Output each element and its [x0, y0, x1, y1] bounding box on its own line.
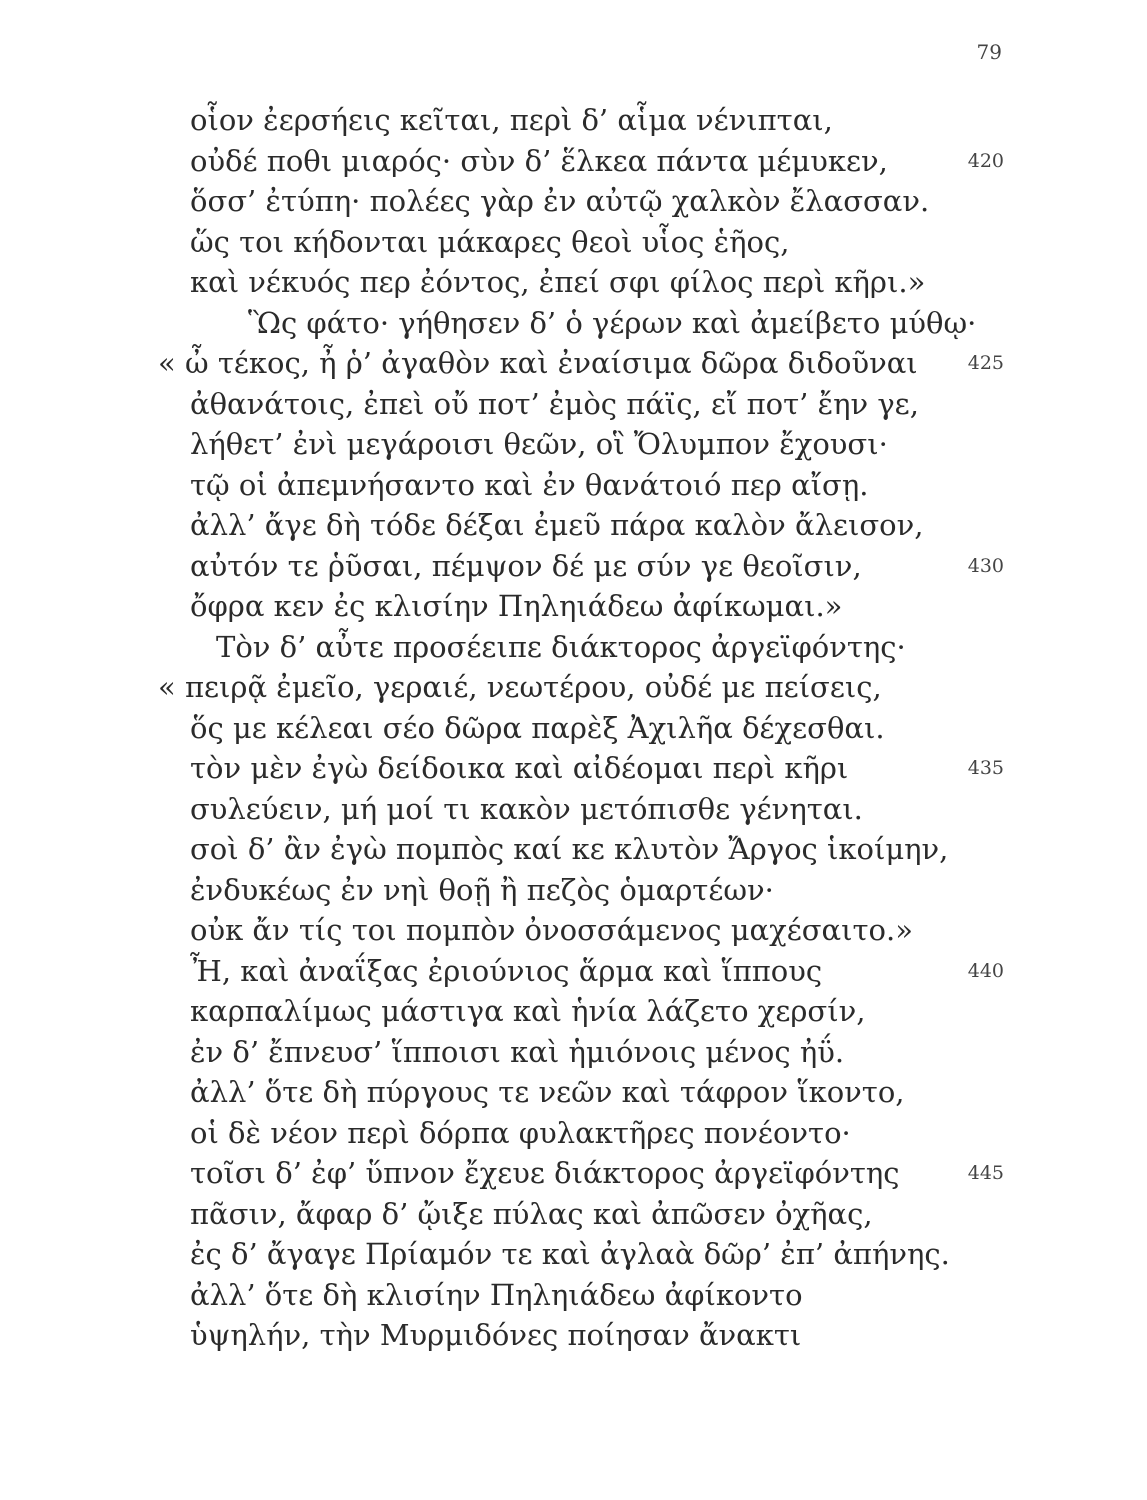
verse-line — [0, 303, 1147, 344]
verse-text: καὶ νέκυός περ ἐόντος, ἐπεί σφι φίλος περὶ κῆρι.» — [190, 265, 926, 299]
verse-text: ὄφρα κεν ἐς κλισίην Πηληιάδεω ἀφίκωμαι.» — [190, 589, 843, 623]
verse-line — [0, 627, 1147, 668]
verse-line — [0, 991, 1147, 1032]
verse-line — [0, 384, 1147, 425]
verse-line — [0, 789, 1147, 830]
verse-line — [0, 829, 1147, 870]
verse-line — [0, 262, 1147, 303]
verse-line — [0, 667, 1147, 708]
verse-text: Τὸν δ’ αὖτε προσέειπε διάκτορος ἀργεϊφόντης· — [216, 629, 906, 664]
verse-text: ὅσσ’ ἐτύπη· πολέες γὰρ ἐν αὐτῷ χαλκὸν ἔλασσαν. — [190, 184, 930, 218]
verse-text: « ὦ τέκος, ἦ ῥ’ ἀγαθὸν καὶ ἐναίσιμα δῶρα διδοῦναι — [158, 346, 918, 380]
verse-line — [0, 708, 1147, 749]
verse-text: οὐκ ἄν τίς τοι πομπὸν ὀνοσσάμενος μαχέσαιτο.» — [190, 913, 913, 947]
verse-text: οὐδέ ποθι μιαρός· σὺν δ’ ἕλκεα πάντα μέμυκεν, — [190, 143, 888, 178]
verse-text: οἷον ἐερσήεις κεῖται, περὶ δ’ αἷμα νένιπται, — [190, 103, 833, 137]
verse-text: σοὶ δ’ ἂν ἐγὼ πομπὸς καί κε κλυτὸν Ἄργος ἱκοίμην, — [190, 832, 949, 866]
verse-line — [0, 141, 1147, 182]
line-number: 435 — [967, 757, 1004, 779]
verse-text: ἀθανάτοις, ἐπεὶ οὔ ποτ’ ἐμὸς πάϊς, εἴ ποτ’ ἔην γε, — [190, 386, 919, 421]
verse-text: ἀλλ’ ὅτε δὴ πύργους τε νεῶν καὶ τάφρον ἵκοντο, — [190, 1075, 905, 1109]
verse-text: οἱ δὲ νέον περὶ δόρπα φυλακτῆρες πονέοντο· — [190, 1115, 851, 1150]
verse-text: « πειρᾷ ἐμεῖο, γεραιέ, νεωτέρου, οὐδέ με πείσεις, — [158, 670, 882, 704]
verse-text: συλεύειν, μή μοί τι κακὸν μετόπισθε γένηται. — [190, 791, 863, 826]
line-number: 445 — [967, 1162, 1004, 1184]
verse-line — [0, 546, 1147, 587]
line-number: 430 — [967, 554, 1004, 577]
verse-text: ἐς δ’ ἄγαγε Πρίαμόν τε καὶ ἀγλαὰ δῶρ’ ἐπ’ ἀπήνης. — [190, 1237, 950, 1271]
verse-text: τοῖσι δ’ ἐφ’ ὕπνον ἔχευε διάκτορος ἀργεϊφόντης — [190, 1156, 900, 1190]
verse-text: αὐτόν τε ῥῦσαι, πέμψον δέ με σύν γε θεοῖσιν, — [190, 548, 862, 583]
line-number: 425 — [967, 352, 1004, 374]
verse-text: καρπαλίμως μάστιγα καὶ ἡνία λάζετο χερσίν, — [190, 994, 866, 1028]
verse-text: ὅς με κέλεαι σέο δῶρα παρὲξ Ἀχιλῆα δέχεσθαι. — [190, 710, 885, 745]
verse-text: ἐν δ’ ἔπνευσ’ ἵπποισι καὶ ἡμιόνοις μένος ἠΰ. — [190, 1034, 845, 1069]
verse-line — [0, 1194, 1147, 1235]
verse-line — [0, 181, 1147, 222]
verse-line — [0, 1153, 1147, 1194]
verse-text: πᾶσιν, ἄφαρ δ’ ᾤιξε πύλας καὶ ἀπῶσεν ὀχῆας, — [190, 1196, 873, 1231]
verse-text: ὑψηλήν, τὴν Μυρμιδόνες ποίησαν ἄνακτι — [190, 1318, 802, 1352]
verse-line — [0, 951, 1147, 992]
verse-text: ἀλλ’ ὅτε δὴ κλισίην Πηληιάδεω ἀφίκοντο — [190, 1277, 803, 1312]
verse-block — [0, 100, 1147, 1356]
verse-line — [0, 1315, 1147, 1356]
verse-text: Ἦ, καὶ ἀναΐξας ἐριούνιος ἅρμα καὶ ἵππους — [190, 953, 823, 988]
verse-text: ἀλλ’ ἄγε δὴ τόδε δέξαι ἐμεῦ πάρα καλὸν ἄλεισον, — [190, 508, 924, 542]
verse-line — [0, 465, 1147, 506]
verse-line — [0, 586, 1147, 627]
verse-line — [0, 748, 1147, 789]
verse-text: Ὣς φάτο· γήθησεν δ’ ὁ γέρων καὶ ἀμείβετο μύθῳ· — [248, 305, 977, 340]
verse-line — [0, 505, 1147, 546]
verse-text: τὸν μὲν ἐγὼ δείδοικα καὶ αἰδέομαι περὶ κῆρι — [190, 751, 849, 785]
verse-text: ὥς τοι κήδονται μάκαρες θεοὶ υἷος ἑῆος, — [190, 224, 790, 259]
verse-text: λήθετ’ ἐνὶ μεγάροισι θεῶν, οἳ Ὄλυμπον ἔχουσι· — [190, 427, 888, 461]
verse-line — [0, 910, 1147, 951]
verse-text: ἐνδυκέως ἐν νηὶ θοῇ ἢ πεζὸς ὁμαρτέων· — [190, 872, 774, 907]
verse-line — [0, 1032, 1147, 1073]
verse-line — [0, 1234, 1147, 1275]
line-number: 440 — [967, 959, 1004, 982]
line-number: 420 — [967, 149, 1004, 172]
verse-line — [0, 424, 1147, 465]
verse-line — [0, 222, 1147, 263]
verse-line — [0, 870, 1147, 911]
verse-line — [0, 343, 1147, 384]
verse-text: τῷ οἱ ἀπεμνήσαντο καὶ ἐν θανάτοιό περ αἴσῃ. — [190, 467, 869, 502]
verse-line — [0, 1072, 1147, 1113]
verse-line — [0, 1275, 1147, 1316]
page-number: 79 — [976, 40, 1002, 64]
verse-line — [0, 100, 1147, 141]
verse-line — [0, 1113, 1147, 1154]
